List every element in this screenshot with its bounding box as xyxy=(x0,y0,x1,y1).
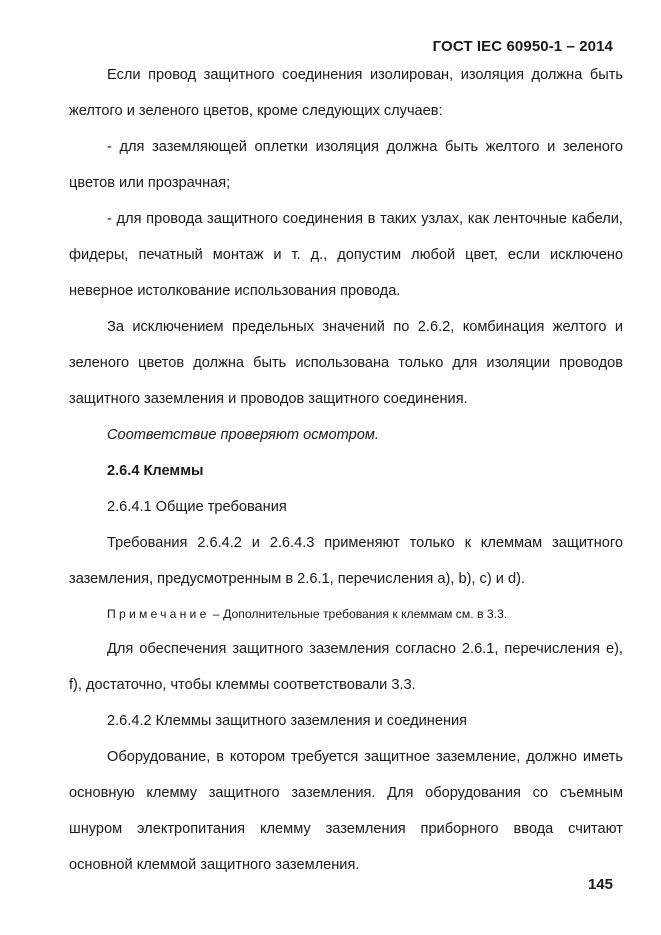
note-text: – Дополнительные требования к клеммам см. в 3.3. xyxy=(209,607,508,621)
compliance-check-statement: Соответствие проверяют осмотром. xyxy=(107,427,379,443)
section-heading-terminals: 2.6.4 Клеммы xyxy=(107,463,204,479)
page-body xyxy=(69,57,623,883)
paragraph-bonding-conductor-exception: - для провода защитного соединения в таких узлах, как ленточные кабели, фидеры, печатный монтаж и т. д., допустим любой цвет, если исключено неверное истолкование использования провода. xyxy=(69,211,623,299)
paragraph-terminal-compliance: Для обеспечения защитного заземления согласно 2.6.1, перечисления e), f), достаточно, чтобы клеммы соответствовали 3.3. xyxy=(69,641,623,693)
paragraph-grounding-braid: - для заземляющей оплетки изоляция должна быть желтого и зеленого цветов или прозрачная; xyxy=(69,139,623,191)
paragraph-color-usage-restriction: За исключением предельных значений по 2.6.2, комбинация желтого и зеленого цветов должна быть использована только для изоляции проводов защитного заземления и проводов защитного соединения. xyxy=(69,319,623,407)
paragraph-insulation-colors: Если провод защитного соединения изолирован, изоляция должна быть желтого и зеленого цветов, кроме следующих случаев: xyxy=(69,67,623,119)
subsection-heading-grounding-terminals: 2.6.4.2 Клеммы защитного заземления и соединения xyxy=(107,713,468,729)
paragraph-terminal-requirements: Требования 2.6.4.2 и 2.6.4.3 применяют только к клеммам защитного заземления, предусмотренным в 2.6.1, перечисления a), b), c) и d). xyxy=(69,535,623,587)
subsection-heading-general: 2.6.4.1 Общие требования xyxy=(107,499,287,515)
page-number: 145 xyxy=(587,876,613,893)
document-header: ГОСТ IEC 60950-1 – 2014 xyxy=(432,38,613,55)
note xyxy=(69,597,623,631)
note-label: Примечание xyxy=(107,607,210,621)
paragraph-main-grounding-terminal: Оборудование, в котором требуется защитное заземление, должно иметь основную клемму защитного заземления. Для оборудования со съемным шнуром электропитания клемму заземления приборного ввода считают основной клеммой защитного заземления. xyxy=(69,749,623,873)
